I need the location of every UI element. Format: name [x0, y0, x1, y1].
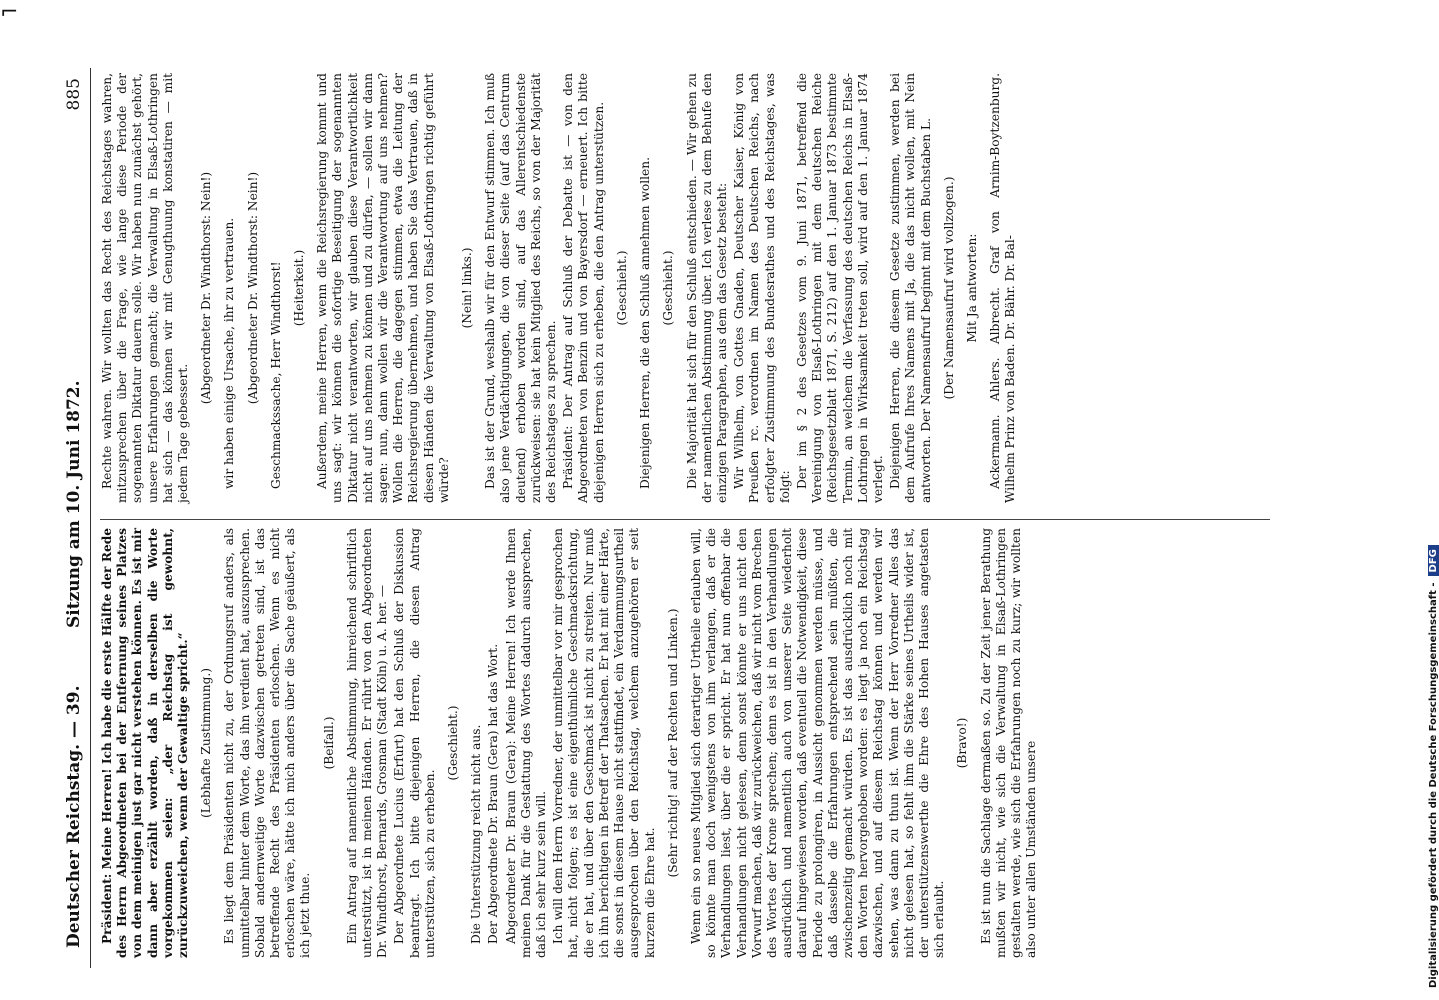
interjection: (Nein! links.) — [460, 247, 475, 329]
interjection: (Sehr richtig! auf der Rechten und Linken.) — [665, 608, 680, 878]
paragraph: wir haben einige Ursache, ihr zu vertrauen. — [222, 217, 237, 489]
paragraph: Es ist nun die Sachlage dermaßen so. Zu der Zeit jener Berathung mußten wir nicht, wie sich die Verwaltung in Elsaß-Lothringen gestalten werde, wie sich die Erfahrungen noch zu kurz; wir wollten also unter allen Umständen unsere — [978, 528, 1039, 958]
rotated-page-content — [60, 68, 1310, 968]
digitization-credit — [1408, 8, 1439, 988]
interjection: (Bravo!) — [955, 717, 970, 769]
paragraph: Ackermann. Ahlers. Albrecht. Graf von Arnim-Boytzenburg. Wilhelm Prinz von Baden. Dr. Bähr. Dr. Bal- — [988, 73, 1018, 503]
paragraph: Präsident: Der Antrag auf Schluß der Debatte ist — von den Abgeordneten von Benzin und von Bayersdorf — erneuert. Ich bitte diejenigen Herren sich zu erheben, die den Antrag unterstützen. — [561, 73, 606, 503]
paragraph: Geschmackssache, Herr Windthorst! — [268, 261, 283, 489]
header-left: Deutscher Reichstag. — 39. — [64, 685, 84, 948]
column-left — [100, 528, 1041, 958]
interjection: (Lebhafte Zustimmung.) — [199, 667, 214, 819]
interjection: (Geschieht.) — [661, 250, 676, 326]
paragraph: Wenn ein so neues Mitglied sich derartiger Urtheile erlauben will, so könnte man doch wenigstens von ihm verlangen, daß er die Verhandlungen liest, über die er spricht. Er hat nun offenbar die Verhandlungen nicht gelesen, denn sonst könnte er uns nicht den Vorwurf machen, daß wir zurückweichen, daß wir nicht vom Brechen des Wortes der Krone sprechen; denn es ist in den Verhandlungen ausdrücklich und namentlich auch von unserer Seite wiederholt darauf hingewiesen worden, daß eventuell die Notwendigkeit, diese Periode zu prolongiren, in Aussicht genommen werden müsse, und daß dasselbe die Erfahrungen entsprechend sein müßten, die zwischenzeitig gemacht würden. Es ist das ausdrücklich noch mit den Worten hervorgehoben worden: es liegt ja noch ein Reichstag dazwischen, und auf diesem Reichstag können und werden wir sehen, was dann zu thun ist. Wenn der Herr Vorredner Alles das nicht gelesen hat, so fehlt ihm die Stärke seines Urtheils wider ist, der unterstützenswerthe die Ehre des Hohen Hauses angetasten sich erlaubt. — [688, 528, 947, 958]
paragraph: Der Abgeordnete Dr. Braun (Gera) hat das Wort. — [486, 643, 501, 944]
paragraph: Diejenigen Herren, die den Schluß annehmen wollen. — [638, 157, 653, 489]
paragraph: Die Unterstützung reicht nicht aus. — [469, 724, 484, 944]
interjection: (Geschieht.) — [446, 705, 461, 781]
interjection: (Beifall.) — [321, 716, 336, 770]
paragraph: Das ist der Grund, weshalb wir für den Entwurf stimmen. Ich muß also jene Verdächtigungen, die von dieser Seite (auf das Centrum deutend) erhoben worden sind, auf das Allerentschiedenste zurückweisen: sie hat kein Mitglied des Reichs, so von der Majorität des Reichstages zu sprechen. — [483, 73, 559, 503]
credit-text: Digitalisierung gefördert durch die Deutsche Forschungsgemeinschaft - — [1428, 582, 1439, 988]
interjection: (Der Namensaufruf wird vollzogen.) — [941, 176, 956, 400]
paragraph: Der im § 2 des Gesetzes vom 9. Juni 1871, betreffend die Vereinigung von Elsaß-Lothringen mit dem deutschen Reiche (Reichsgesetzblatt 1871, S. 212) auf den 1. Januar 1873 bestimmte Termin, an welchem die Verfassung des deutschen Reichs in Elsaß-Lothringen in Wirksamkeit treten soll, wird auf den 1. Januar 1874 verlegt. — [794, 73, 885, 503]
paragraph: Abgeordneter Dr. Braun (Gera): Meine Herren! Ich werde Ihnen meinen Dank für die Gestattung des Wortes dadurch aussprechen, daß ich sehr kurz sein will. — [503, 528, 549, 958]
paragraph: Präsident: Meine Herren! Ich habe die erste Hälfte der Rede des Herrn Abgeordneten bei der Entfernung seines Platzes von dem meinigen just gar nicht verstehen können. Es ist mir dann aber erzählt worden, daß in derselben die Worte vorgekommen seien: „der Reichstag ist gewohnt, zurückzuweichen, wenn der Gewaltige spricht.“ — [100, 528, 191, 958]
header-center: Sitzung am 10. Juni 1872. — [64, 380, 84, 628]
interjection: (Heiterkeit.) — [292, 249, 307, 327]
page-number: 885 — [64, 78, 84, 111]
interjection: (Abgeordneter Dr. Windthorst: Nein!) — [245, 171, 260, 405]
paragraph: Ein Antrag auf namentliche Abstimmung, hinreichend schriftlich unterstützt, ist in meinen Händen. Er rührt von den Abgeordneten Dr. Windthorst, Bernards, Grosman (Stadt Köln) u. A. her. — — [344, 528, 390, 958]
paragraph: Ich will dem Herrn Vorredner, der unmittelbar vor mir gesprochen hat, nicht folgen; es ist eine eigenthümliche Geschmacksrichtung, die er hat, und über den Geschmack ist nicht zu streiten. Nur muß ich ihn berichtigen in Betreff der Thatsachen. Er hat mit einer Härte, die sonst in diesem Hause nicht stattfindet, ein Verdammungsurtheil ausgesprochen über den Reichstag, welchem anzugehören er seit kurzem die Ehre hat. — [551, 528, 657, 958]
column-right — [100, 73, 1021, 503]
paragraph: Rechte wahren. Wir wollten das Recht des Reichstages wahren, mitzusprechen über die Frage, wie lange diese Periode der sogenannten Diktatur dauern solle. Wir haben nun zunächst gehört, unsere Erfahrungen gemacht; die Verwaltung in Elsaß-Lothringen hat sich — das können wir mit Genugthuung konstatiren — mit jedem Tage gebessert. — [100, 73, 191, 503]
paragraph: Diejenigen Herren, die diesem Gesetze zustimmen, werden bei dem Aufrufe Ihres Namens mit Ja, die das nicht wollen, mit Nein antworten. Der Namensaufruf beginnt mit dem Buchstaben L. — [888, 73, 933, 503]
text-columns — [100, 68, 1300, 968]
dfg-logo: DFG — [1428, 545, 1439, 576]
page-header — [60, 68, 91, 968]
paragraph: Wir Wilhelm, von Gottes Gnaden, Deutscher Kaiser, König von Preußen rc. verordnen im Namen des Deutschen Reichs, nach erfolgter Zustimmung des Bundesrathes und des Reichstages, was folgt: — [732, 73, 792, 503]
paragraph: Der Abgeordnete Lucius (Erfurt) hat den Schluß der Diskussion beantragt. Ich bitte diejenigen Herren, die diesen Antrag unterstützen, sich zu erheben. — [392, 528, 437, 958]
column-divider — [100, 519, 1270, 520]
page-corner-mark: ⌐ — [0, 0, 19, 25]
paragraph: Es liegt dem Präsidenten nicht zu, der Ordnungsruf anders, als unmittelbar hinter dem Worte, das ihn verdient hat, auszusprechen. Sobald andernweitige Worte dazwischen getreten sind, ist das betreffende Recht des Präsidenten erloschen. Wenn es nicht erloschen wäre, hätte ich mich anders über die Sache geäußert, als ich jetzt thue. — [222, 528, 313, 958]
subheading: Mit Ja antworten: — [964, 233, 979, 343]
interjection: (Geschieht.) — [614, 250, 629, 326]
paragraph: Die Majorität hat sich für den Schluß entschieden. — Wir gehen zu der namentlichen Abstimmung über. Ich verlese zu dem Behufe den einzigen Paragraphen, aus dem das Gesetz besteht: — [684, 73, 729, 503]
paragraph: Außerdem, meine Herren, wenn die Reichsregierung kommt und uns sagt: wir können die sofortige Beseitigung der sogenannten Diktatur nicht verantworten, wir glauben diese Verantwortlichkeit nicht auf uns nehmen zu können und zu dürfen, — sollen wir dann sagen: nun, dann wollen wir die Verantwortung auf uns nehmen? Wollen die Herren, die dagegen stimmen, etwa die Leitung der Reichsregierung übernehmen, und haben Sie das Vertrauen, daß in diesen Händen die Verwaltung von Elsaß-Lothringen richtig geführt würde? — [315, 73, 451, 503]
interjection: (Abgeordneter Dr. Windthorst: Nein!) — [199, 171, 214, 405]
